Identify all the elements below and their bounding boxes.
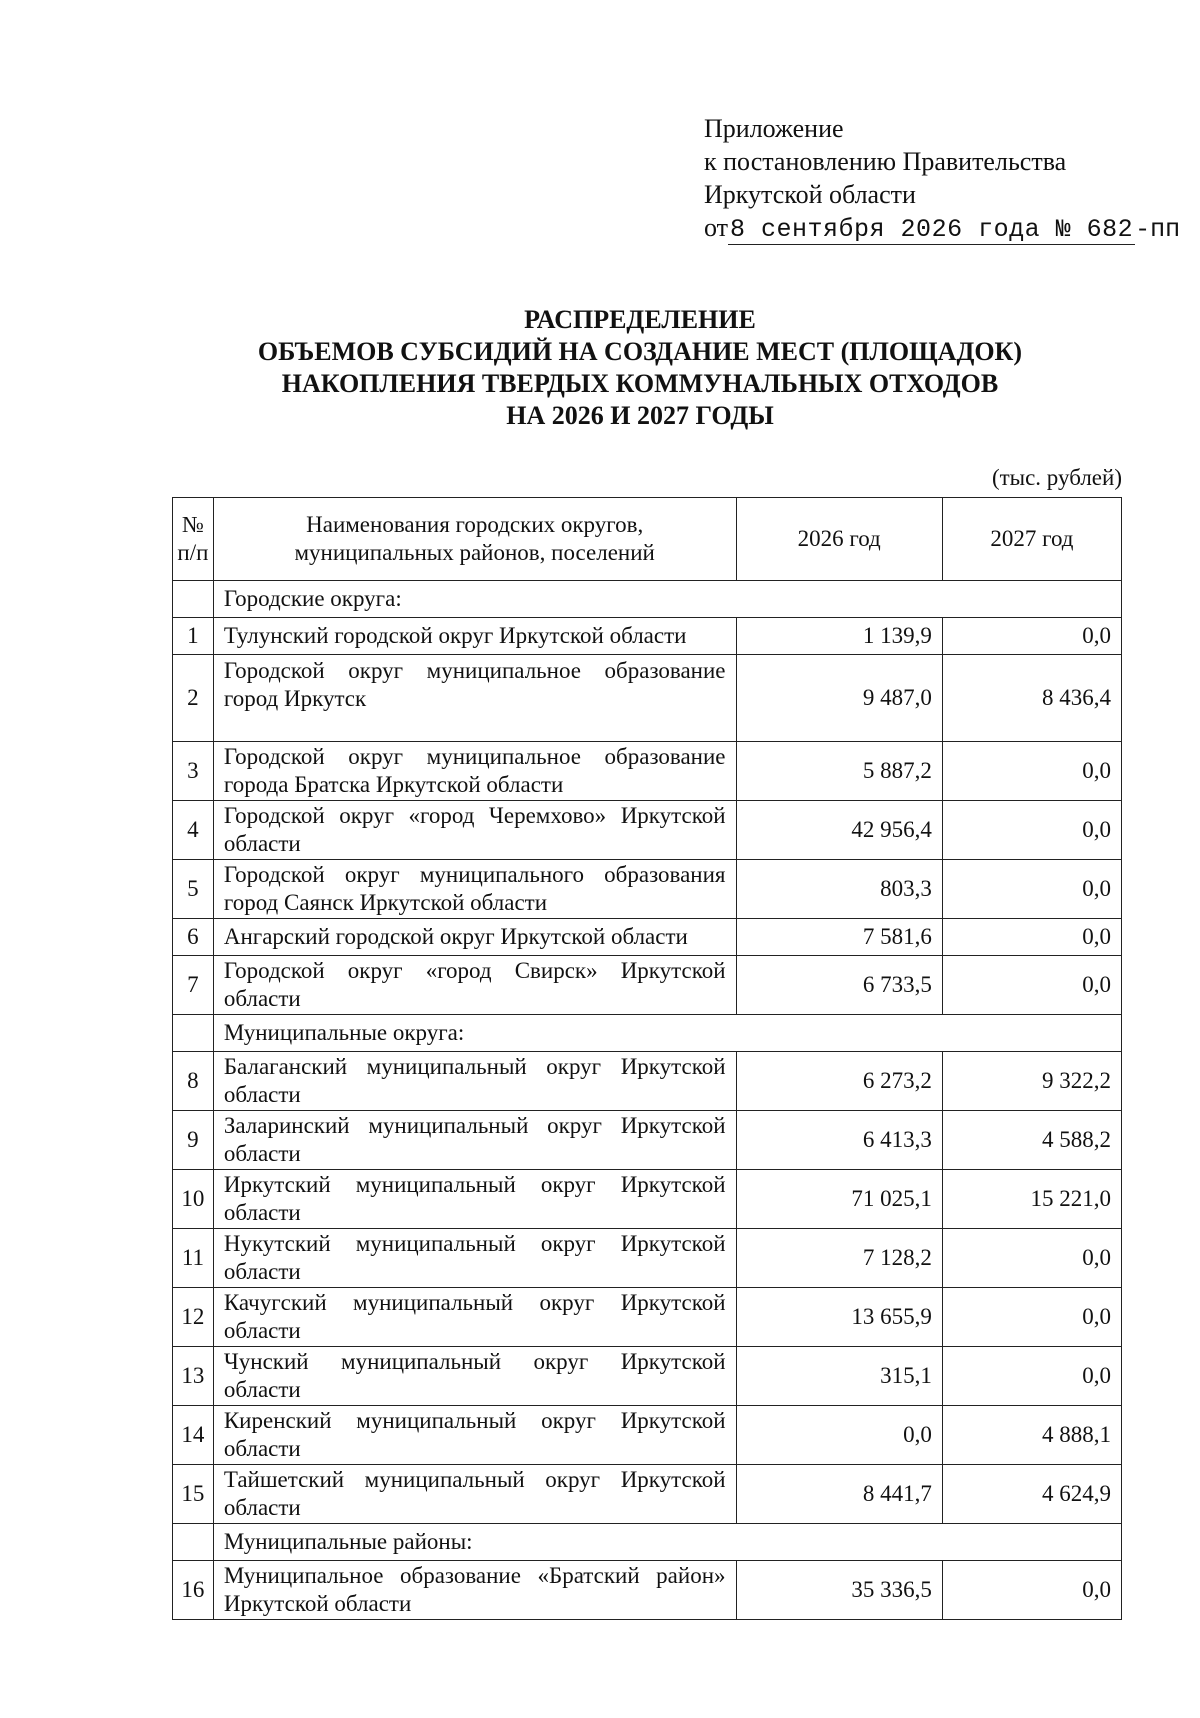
row-name: Ангарский городской округ Иркутской области bbox=[213, 919, 736, 956]
row-number: 6 bbox=[173, 919, 214, 956]
table-row bbox=[173, 1561, 1122, 1620]
row-name: Городской округ «город Свирск» Иркутской области bbox=[213, 956, 736, 1015]
row-value-2027: 4 888,1 bbox=[942, 1406, 1121, 1465]
row-value-2026: 13 655,9 bbox=[736, 1288, 942, 1347]
table-row bbox=[173, 1111, 1122, 1170]
row-name: Городской округ муниципального образования город Саянск Иркутской области bbox=[213, 860, 736, 919]
row-name: Качугский муниципальный округ Иркутской области bbox=[213, 1288, 736, 1347]
row-value-2026: 7 128,2 bbox=[736, 1229, 942, 1288]
row-value-2027: 0,0 bbox=[942, 1347, 1121, 1406]
row-value-2026: 315,1 bbox=[736, 1347, 942, 1406]
table-row bbox=[173, 919, 1122, 956]
row-value-2026: 42 956,4 bbox=[736, 801, 942, 860]
row-number: 12 bbox=[173, 1288, 214, 1347]
appendix-line-2: к постановлению Правительства bbox=[704, 147, 1067, 176]
row-name: Иркутский муниципальный округ Иркутской области bbox=[213, 1170, 736, 1229]
row-number: 5 bbox=[173, 860, 214, 919]
section-title: Муниципальные районы: bbox=[213, 1524, 1121, 1561]
table-row bbox=[173, 618, 1122, 655]
row-name: Чунский муниципальный округ Иркутской области bbox=[213, 1347, 736, 1406]
row-number: 8 bbox=[173, 1052, 214, 1111]
row-value-2026: 35 336,5 bbox=[736, 1561, 942, 1620]
table-row bbox=[173, 1229, 1122, 1288]
row-value-2026: 71 025,1 bbox=[736, 1170, 942, 1229]
document-title bbox=[160, 304, 1120, 432]
row-value-2026: 5 887,2 bbox=[736, 742, 942, 801]
row-value-2026: 6 273,2 bbox=[736, 1052, 942, 1111]
row-number: 15 bbox=[173, 1465, 214, 1524]
row-name: Заларинский муниципальный округ Иркутской области bbox=[213, 1111, 736, 1170]
row-value-2027: 4 624,9 bbox=[942, 1465, 1121, 1524]
row-value-2027: 15 221,0 bbox=[942, 1170, 1121, 1229]
title-line-2: ОБЪЕМОВ СУБСИДИЙ НА СОЗДАНИЕ МЕСТ (ПЛОЩАДОК) bbox=[257, 337, 1023, 366]
row-number: 4 bbox=[173, 801, 214, 860]
section-title: Городские округа: bbox=[213, 581, 1121, 618]
row-number: 11 bbox=[173, 1229, 214, 1288]
table-row bbox=[173, 742, 1122, 801]
row-name: Киренский муниципальный округ Иркутской области bbox=[213, 1406, 736, 1465]
row-name: Нукутский муниципальный округ Иркутской области bbox=[213, 1229, 736, 1288]
appendix-header bbox=[704, 112, 1180, 246]
row-value-2026: 8 441,7 bbox=[736, 1465, 942, 1524]
row-value-2027: 0,0 bbox=[942, 860, 1121, 919]
table-header-row bbox=[173, 498, 1122, 581]
header-number bbox=[173, 498, 214, 581]
row-value-2027: 9 322,2 bbox=[942, 1052, 1121, 1111]
section-row-municipal-districts bbox=[173, 1015, 1122, 1052]
table-row bbox=[173, 956, 1122, 1015]
section-row-municipal-areas bbox=[173, 1524, 1122, 1561]
section-title: Муниципальные округа: bbox=[213, 1015, 1121, 1052]
row-name: Тайшетский муниципальный округ Иркутской области bbox=[213, 1465, 736, 1524]
row-number: 2 bbox=[173, 655, 214, 742]
appendix-line-3: Иркутской области bbox=[704, 180, 916, 209]
row-value-2027: 0,0 bbox=[942, 1229, 1121, 1288]
table-row bbox=[173, 801, 1122, 860]
row-value-2027: 0,0 bbox=[942, 801, 1121, 860]
title-line-3: НАКОПЛЕНИЯ ТВЕРДЫХ КОММУНАЛЬНЫХ ОТХОДОВ bbox=[281, 369, 999, 398]
row-value-2026: 1 139,9 bbox=[736, 618, 942, 655]
row-value-2027: 0,0 bbox=[942, 618, 1121, 655]
row-value-2027: 0,0 bbox=[942, 919, 1121, 956]
title-line-1: РАСПРЕДЕЛЕНИЕ bbox=[524, 305, 756, 334]
row-value-2026: 803,3 bbox=[736, 860, 942, 919]
row-number: 13 bbox=[173, 1347, 214, 1406]
row-value-2027: 0,0 bbox=[942, 742, 1121, 801]
row-number: 3 bbox=[173, 742, 214, 801]
row-value-2026: 6 733,5 bbox=[736, 956, 942, 1015]
appendix-line-1: Приложение bbox=[704, 114, 844, 143]
row-value-2026: 0,0 bbox=[736, 1406, 942, 1465]
row-name: Городской округ муниципальное образование город Иркутск bbox=[213, 655, 736, 742]
table-row bbox=[173, 1052, 1122, 1111]
row-number: 7 bbox=[173, 956, 214, 1015]
header-name bbox=[213, 498, 736, 581]
table-row bbox=[173, 655, 1122, 742]
units-label: (тыс. рублей) bbox=[991, 465, 1122, 490]
row-number: 16 bbox=[173, 1561, 214, 1620]
row-name: Муниципальное образование «Братский район» Иркутской области bbox=[213, 1561, 736, 1620]
table-row bbox=[173, 1347, 1122, 1406]
row-name: Городской округ «город Черемхово» Иркутской области bbox=[213, 801, 736, 860]
row-number: 10 bbox=[173, 1170, 214, 1229]
table-row bbox=[173, 1288, 1122, 1347]
row-value-2027: 8 436,4 bbox=[942, 655, 1121, 742]
header-name-line-2: муниципальных районов, поселений bbox=[294, 540, 655, 565]
appendix-from-prefix: от bbox=[704, 213, 729, 242]
row-value-2026: 9 487,0 bbox=[736, 655, 942, 742]
header-number-line-1: № bbox=[181, 512, 204, 537]
appendix-date-line bbox=[704, 211, 1180, 246]
row-value-2027: 0,0 bbox=[942, 956, 1121, 1015]
row-value-2027: 4 588,2 bbox=[942, 1111, 1121, 1170]
row-number: 1 bbox=[173, 618, 214, 655]
row-value-2026: 6 413,3 bbox=[736, 1111, 942, 1170]
table-row bbox=[173, 1465, 1122, 1524]
header-year-2027: 2027 год bbox=[942, 498, 1121, 581]
row-value-2026: 7 581,6 bbox=[736, 919, 942, 956]
appendix-date-number: 8 сентября 2026 года № 682 bbox=[730, 215, 1134, 244]
row-number: 9 bbox=[173, 1111, 214, 1170]
header-year-2026: 2026 год bbox=[736, 498, 942, 581]
header-number-line-2: п/п bbox=[177, 540, 209, 565]
row-value-2027: 0,0 bbox=[942, 1288, 1121, 1347]
row-name: Тулунский городской округ Иркутской области bbox=[213, 618, 736, 655]
row-name: Городской округ муниципальное образование города Братска Иркутской области bbox=[213, 742, 736, 801]
section-row-urban-districts bbox=[173, 581, 1122, 618]
row-number: 14 bbox=[173, 1406, 214, 1465]
appendix-number-suffix: -пп bbox=[1135, 215, 1181, 244]
table-row bbox=[173, 860, 1122, 919]
title-line-4: НА 2026 И 2027 ГОДЫ bbox=[506, 401, 774, 430]
header-name-line-1: Наименования городских округов, bbox=[306, 512, 644, 537]
table-row bbox=[173, 1170, 1122, 1229]
row-name: Балаганский муниципальный округ Иркутской области bbox=[213, 1052, 736, 1111]
subsidy-table bbox=[172, 497, 1122, 1620]
table-row bbox=[173, 1406, 1122, 1465]
row-value-2027: 0,0 bbox=[942, 1561, 1121, 1620]
